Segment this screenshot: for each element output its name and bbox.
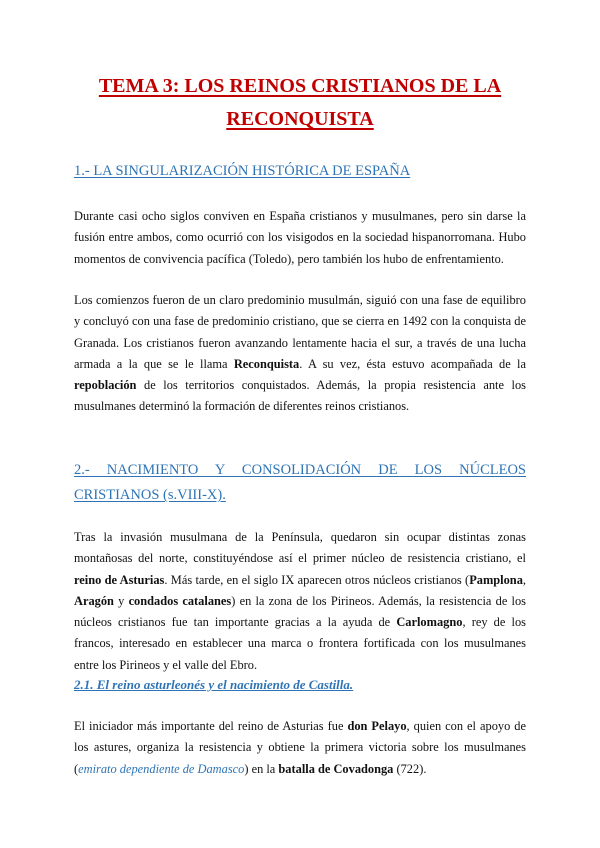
bold-term-condados-catalanes: condados catalanes (128, 593, 232, 608)
bold-term-don-pelayo: don Pelayo (347, 719, 407, 733)
bold-term-reconquista: Reconquista (233, 356, 300, 371)
section-1-heading: 1.- LA SINGULARIZACIÓN HISTÓRICA DE ESPAÑA (74, 163, 411, 179)
bold-term-reino-asturias: reino de Asturias (74, 572, 165, 587)
subsection-2-1-paragraph-1 (74, 716, 526, 780)
text-run: , rey de los francos, interesado en establecer una marca o frontera fortificada con los musulmanes entre los Pirineos y el valle del Ebro. (74, 615, 526, 672)
text-run: y (113, 593, 129, 608)
italic-term-emirato: emirato dependiente de Damasco (78, 761, 245, 776)
subsection-2-1-heading: 2.1. El reino asturleonés y el nacimiento de Castilla. (74, 677, 354, 692)
text-run: , (522, 572, 526, 587)
text-run: Los comienzos fueron de un claro predominio musulmán, siguió con una fase de equilibro y concluyó con una fase de predominio cristiano, que se cierra en 1492 con la conquista de Granada. Los cristianos fueron avanzando lentamente hacia el sur, a través de una lucha armada a la que se le llama (74, 293, 526, 371)
text-run: . Más tarde, en el siglo IX aparecen otros núcleos cristianos ( (164, 572, 470, 587)
section-2-heading: 2.- NACIMIENTO Y CONSOLIDACIÓN DE LOS NÚCLEOS CRISTIANOS (s.VIII-X). (74, 462, 526, 503)
bold-term-aragon: Aragón (74, 593, 114, 608)
text-run: , quien con el apoyo de los astures, organiza la resistencia y obtiene la primera victoria sobre los musulmanes ( (74, 719, 526, 776)
section-1-paragraph-2 (74, 290, 526, 418)
text-run: . A su vez, ésta estuvo acompañada de la (299, 356, 526, 371)
document-title: TEMA 3: LOS REINOS CRISTIANOS DE LA RECONQUISTA (98, 75, 502, 130)
bold-term-repoblacion: repoblación (74, 378, 137, 393)
text-run: El iniciador más importante del reino de Asturias fue (74, 719, 348, 733)
bold-term-covadonga: batalla de Covadonga (278, 761, 394, 776)
section-1-paragraph-1: Durante casi ocho siglos conviven en España cristianos y musulmanes, pero sin darse la fusión entre ambos, como ocurrió con los visigodos en la sociedad hispanorromana. Hubo momentos de convivencia pacífica (Toledo), pero también los hubo de enfrentamiento. (74, 209, 526, 266)
section-2-paragraph-1 (74, 527, 526, 676)
text-run: ) en la (244, 761, 279, 776)
bold-term-carlomagno: Carlomagno (396, 615, 463, 630)
text-run: (722). (393, 761, 427, 776)
text-run: ) en la zona de los Pirineos. Además, la resistencia de los núcleos cristianos fue tan importante gracias a la ayuda de (74, 593, 527, 630)
bold-term-pamplona: Pamplona (469, 572, 523, 587)
text-run: Tras la invasión musulmana de la Península, quedaron sin ocupar distintas zonas montañosas del norte, constituyéndose así el primer núcleo de resistencia cristiano, el (74, 530, 526, 566)
text-run: de los territorios conquistados. Además, la propia resistencia ante los musulmanes determinó la formación de diferentes reinos cristianos. (74, 378, 526, 414)
